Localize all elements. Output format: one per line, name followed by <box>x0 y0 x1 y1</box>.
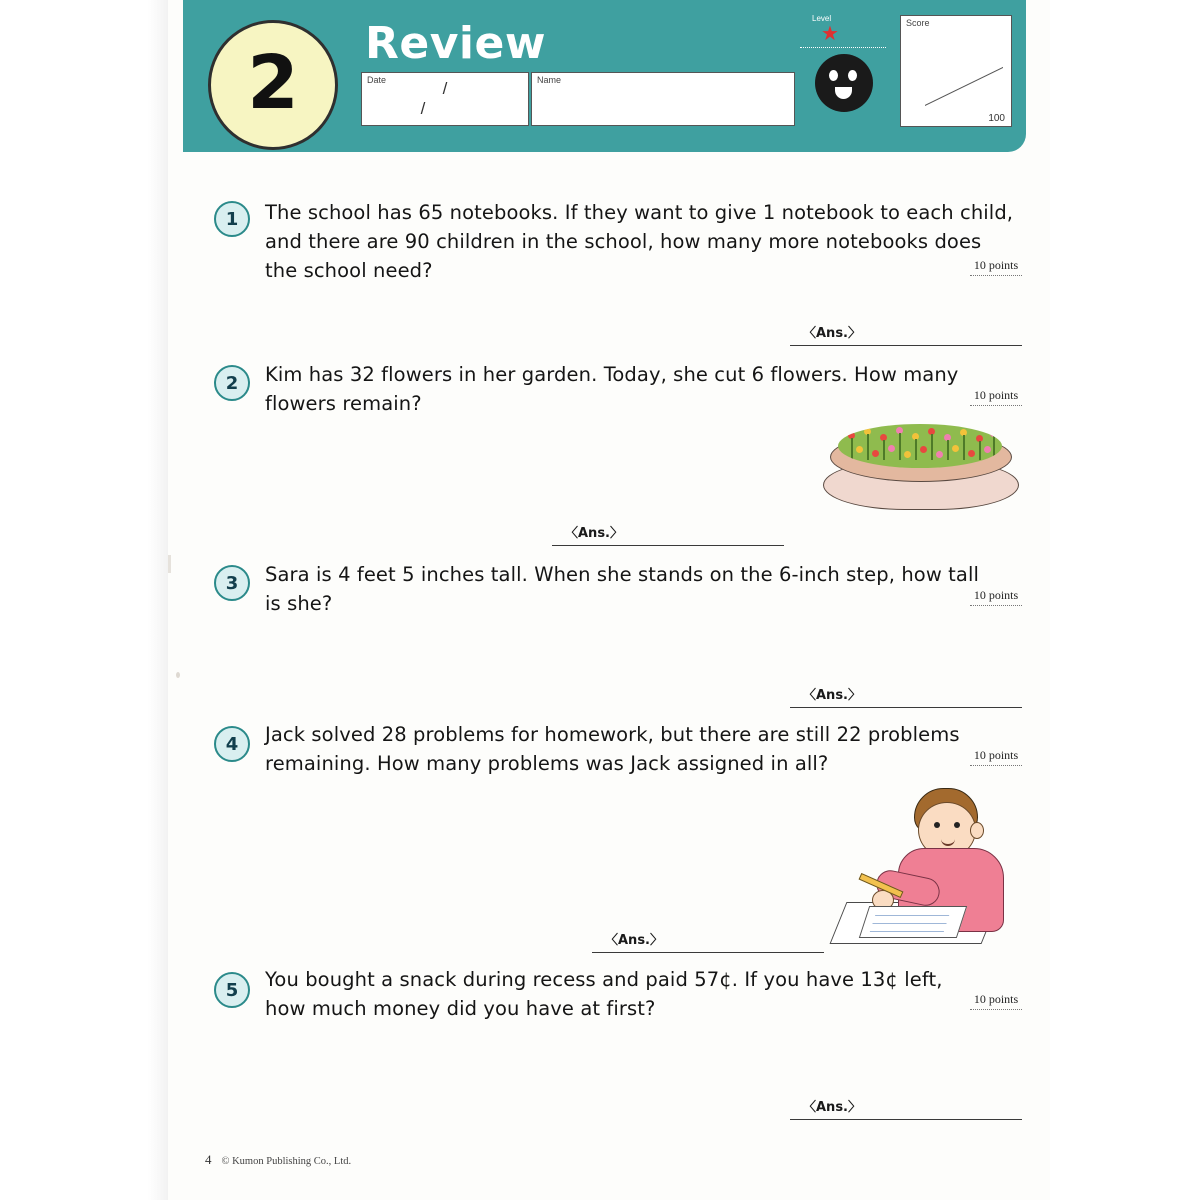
name-field[interactable] <box>531 72 795 126</box>
points-dots-4 <box>970 765 1022 766</box>
date-field[interactable] <box>361 72 529 126</box>
points-label-1 <box>970 258 1022 276</box>
boy-ear <box>970 822 984 839</box>
page-right-margin <box>1050 0 1200 1200</box>
points-text-2: 10 points <box>973 388 1019 402</box>
points-text-3: 10 points <box>973 588 1019 602</box>
score-label: Score <box>906 18 930 28</box>
answer-label-5: 〈Ans.〉 <box>803 1100 861 1115</box>
face-eye-right <box>848 70 857 81</box>
score-divider <box>925 64 1003 120</box>
problem-number-2: 2 <box>214 365 250 401</box>
problem-text-1: The school has 65 notebooks. If they want to give 1 notebook to each child, and there are 90 children in the school, how many more notebooks does the school need? <box>265 201 1014 282</box>
problem-text-2: Kim has 32 flowers in her garden. Today, she cut 6 flowers. How many flowers remain? <box>265 363 959 415</box>
answer-label-1: 〈Ans.〉 <box>803 326 861 341</box>
boy-eye-right <box>954 822 960 828</box>
boy-eye-left <box>934 822 940 828</box>
lesson-number-badge <box>208 20 338 150</box>
smiley-face-icon <box>815 54 873 112</box>
flower-bed-foliage <box>838 424 1002 468</box>
answer-label-2: 〈Ans.〉 <box>565 526 623 541</box>
page-footer <box>205 1152 351 1168</box>
score-field[interactable] <box>900 15 1012 127</box>
points-dots-3 <box>970 605 1022 606</box>
answer-label-4: 〈Ans.〉 <box>605 933 663 948</box>
points-dots-1 <box>970 275 1022 276</box>
boy-writing-illustration <box>846 782 1032 950</box>
answer-line-5[interactable] <box>790 1119 1022 1120</box>
spine-mark <box>168 555 171 573</box>
level-label: Level <box>812 14 832 23</box>
answer-line-2[interactable] <box>552 545 784 546</box>
points-text-1: 10 points <box>973 258 1019 272</box>
face-eye-left <box>829 70 838 81</box>
date-separators: / / <box>420 79 492 118</box>
problem-number-5: 5 <box>214 972 250 1008</box>
points-label-4 <box>970 748 1022 766</box>
problem-text-4: Jack solved 28 problems for homework, but there are still 22 problems remaining. How many problems was Jack assigned in all? <box>265 723 960 775</box>
lesson-number: 2 <box>247 40 299 126</box>
date-label: Date <box>367 75 387 85</box>
answer-line-1[interactable] <box>790 345 1022 346</box>
answer-label-3: 〈Ans.〉 <box>803 688 861 703</box>
flower-bed-illustration <box>820 418 1020 510</box>
score-denominator: 100 <box>988 113 1005 124</box>
page-title: Review <box>365 18 546 69</box>
points-text-4: 10 points <box>973 748 1019 762</box>
points-label-3 <box>970 588 1022 606</box>
face-mouth <box>835 87 852 99</box>
worksheet-header <box>183 0 1026 152</box>
boy-notebook <box>859 906 967 938</box>
level-divider <box>800 47 886 48</box>
points-text-5: 10 points <box>973 992 1019 1006</box>
problem-text-3: Sara is 4 feet 5 inches tall. When she stands on the 6-inch step, how tall is she? <box>265 563 980 615</box>
problem-number-4: 4 <box>214 726 250 762</box>
points-label-5 <box>970 992 1022 1010</box>
page-number: 4 <box>205 1152 212 1167</box>
answer-line-4[interactable] <box>592 952 824 953</box>
star-icon: ★ <box>821 23 839 45</box>
name-label: Name <box>537 75 562 85</box>
copyright-notice: © Kumon Publishing Co., Ltd. <box>221 1156 352 1167</box>
problem-text-5: You bought a snack during recess and paid 57¢. If you have 13¢ left, how much money did you have at first? <box>265 968 943 1020</box>
spine-speck <box>176 672 180 678</box>
page-left-margin <box>0 0 168 1200</box>
answer-line-3[interactable] <box>790 707 1022 708</box>
problem-number-3: 3 <box>214 565 250 601</box>
problem-number-1: 1 <box>214 201 250 237</box>
points-label-2 <box>970 388 1022 406</box>
level-block <box>795 14 891 132</box>
points-dots-5 <box>970 1009 1022 1010</box>
points-dots-2 <box>970 405 1022 406</box>
